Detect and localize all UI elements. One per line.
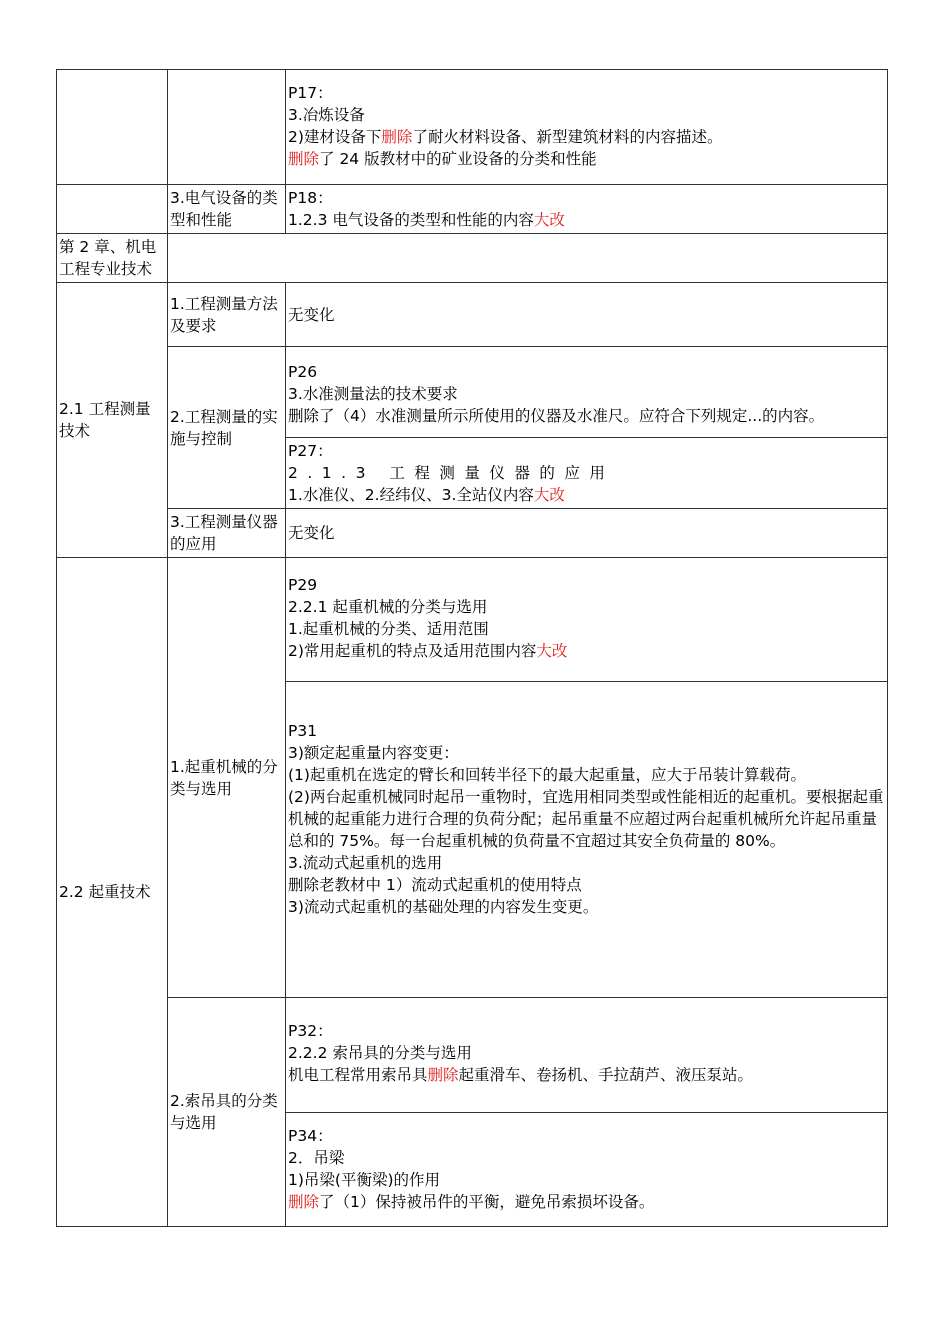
content-cell (286, 347, 888, 438)
chapter-cell: 2.2 起重技术 (57, 558, 168, 1227)
content-line: 2.2.2 索吊具的分类与选用 (288, 1044, 472, 1062)
page-ref: P32： (288, 1022, 333, 1040)
table-row (57, 347, 888, 438)
page-ref: P31 (288, 722, 318, 740)
highlight-delete: 删除 (381, 128, 413, 146)
empty-cell (168, 234, 888, 283)
table-row (57, 509, 888, 558)
chapter-cell: 第 2 章、机电工程专业技术 (57, 234, 168, 283)
page-ref: P27： (288, 442, 333, 460)
content-line: 2)常用起重机的特点及适用范围内容大改 (288, 642, 568, 660)
table-row (57, 234, 888, 283)
content-line: 1.2.3 电气设备的类型和性能的内容大改 (288, 211, 565, 229)
content-line: 删除老教材中 1）流动式起重机的使用特点 (288, 876, 582, 894)
page-ref: P29 (288, 576, 318, 594)
content-cell (286, 558, 888, 682)
table-row (57, 283, 888, 347)
highlight-major-change: 大改 (536, 642, 568, 660)
content-line: 删除了 24 版教材中的矿业设备的分类和性能 (288, 150, 597, 168)
content-line: 3.冶炼设备 (288, 106, 365, 124)
highlight-delete: 删除 (427, 1066, 459, 1084)
section-cell: 1.工程测量方法及要求 (168, 283, 286, 347)
content-line: 删除了（1）保持被吊件的平衡，避免吊索损坏设备。 (288, 1193, 655, 1211)
page-ref: P17： (288, 84, 333, 102)
revision-table (56, 69, 888, 1227)
section-cell: 3.电气设备的类型和性能 (168, 185, 286, 234)
table-row (57, 998, 888, 1113)
chapter-cell (57, 70, 168, 185)
content-line: 2.2.1 起重机械的分类与选用 (288, 598, 488, 616)
content-cell (286, 682, 888, 998)
content-line: 3.水准测量法的技术要求 (288, 385, 458, 403)
page-ref: P26 (288, 363, 318, 381)
content-cell: 无变化 (286, 509, 888, 558)
content-line: 3)流动式起重机的基础处理的内容发生变更。 (288, 898, 599, 916)
content-cell (286, 1113, 888, 1227)
content-line: 1)吊梁(平衡梁)的作用 (288, 1171, 441, 1189)
highlight-major-change: 大改 (533, 211, 565, 229)
content-line: 删除了（4）水准测量所示所使用的仪器及水准尺。应符合下列规定...的内容。 (288, 407, 825, 425)
highlight-delete: 删除 (288, 1193, 320, 1211)
content-cell (286, 70, 888, 185)
section-cell (168, 70, 286, 185)
content-line: 1.水准仪、2.经纬仪、3.全站仪内容大改 (288, 486, 565, 504)
section-cell: 1.起重机械的分类与选用 (168, 558, 286, 998)
section-cell: 2.工程测量的实施与控制 (168, 347, 286, 509)
content-line: 3.流动式起重机的选用 (288, 854, 443, 872)
highlight-major-change: 大改 (533, 486, 565, 504)
content-line: 2)建材设备下删除了耐火材料设备、新型建筑材料的内容描述。 (288, 128, 723, 146)
content-line: 2．吊梁 (288, 1149, 345, 1167)
highlight-delete: 删除 (288, 150, 320, 168)
content-line: 机电工程常用索吊具删除起重滑车、卷扬机、手拉葫芦、液压泵站。 (288, 1066, 754, 1084)
content-cell: 无变化 (286, 283, 888, 347)
content-cell (286, 185, 888, 234)
content-paragraph: (2)两台起重机械同时起吊一重物时，宜选用相同类型或性能相近的起重机。要根据起重机械的起重能力进行合理的负荷分配；起吊重量不应超过两台起重机械所允许起吊重量总和的 75%。每一台起重机械的负荷量不宜超过其安全负荷量的 80%。 (288, 788, 884, 850)
table-row (57, 185, 888, 234)
chapter-cell: 2.1 工程测量技术 (57, 283, 168, 558)
content-line: 2.1.3 工程测量仪器的应用 (288, 464, 615, 482)
chapter-cell (57, 185, 168, 234)
content-line: 1.起重机械的分类、适用范围 (288, 620, 489, 638)
page-ref: P34： (288, 1127, 333, 1145)
content-line: 3)额定起重量内容变更： (288, 744, 459, 762)
section-cell: 2.索吊具的分类与选用 (168, 998, 286, 1227)
page-ref: P18： (288, 189, 333, 207)
table-row (57, 70, 888, 185)
content-cell (286, 438, 888, 509)
table-row (57, 558, 888, 682)
section-cell: 3.工程测量仪器的应用 (168, 509, 286, 558)
content-line: (1)起重机在选定的臂长和回转半径下的最大起重量，应大于吊装计算载荷。 (288, 766, 806, 784)
content-cell (286, 998, 888, 1113)
